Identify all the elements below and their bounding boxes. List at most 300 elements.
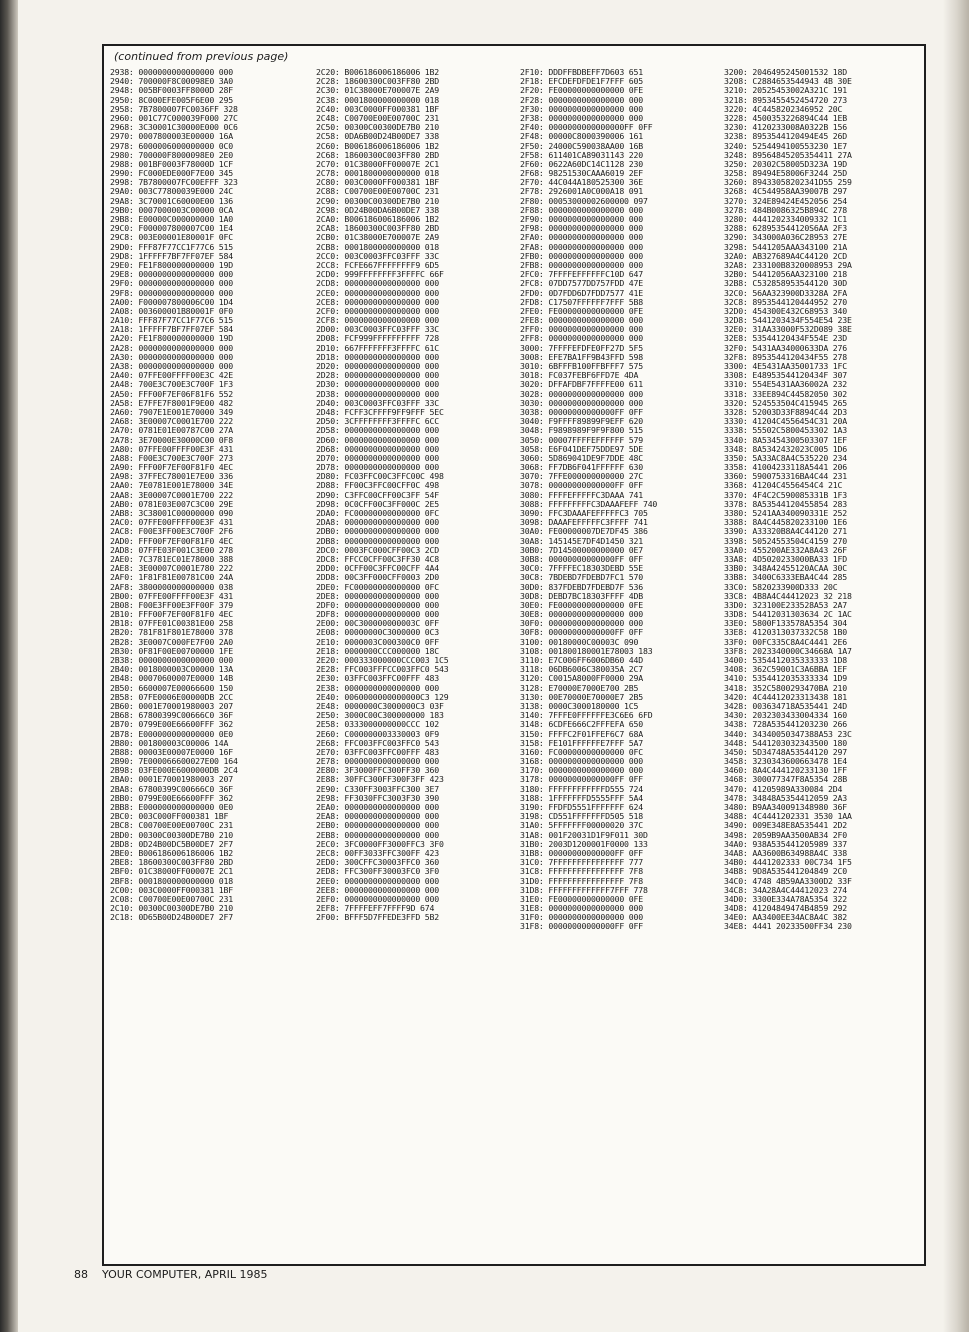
hex-line: 31F0: 0000000000000000 000 [520, 912, 643, 923]
hex-line: 2B08: F00E3FF00E3FF00F 379 [110, 599, 233, 610]
hex-column-3 [520, 68, 657, 932]
hex-line: 2F38: 0000000000000000 000 [520, 112, 643, 123]
hex-line: 33F8: 2023340000C34668A 1A7 [724, 645, 852, 656]
hex-line: 2C10: 00300C00300DE7B0 210 [110, 903, 233, 914]
hex-line: 2A68: 3E00007C0001E700 222 [110, 416, 233, 427]
hex-line: 3158: FE101FFFFFFE7FFF 5A7 [520, 737, 643, 748]
hex-line: 2AC8: F00E3FF00E3C700F 2F6 [110, 526, 233, 537]
hex-line: 3350: 5A33AC8A4C535220 234 [724, 452, 847, 463]
hex-line: 3148: 6CDFE666C2FFFEFA 650 [520, 719, 643, 730]
hex-line: 2F00: BFFF5D7FFEDE3FFD 5B2 [316, 912, 439, 923]
hex-line: 2E00: 00C300000000003C 0FF [316, 618, 439, 629]
hex-line: 2D30: 0000000000000000 000 [316, 379, 439, 390]
hex-line: 2B68: 67800399C00666C0 36F [110, 710, 233, 721]
hex-line: 33C8: 4B8A4C44412023 32 218 [724, 590, 852, 601]
hex-line: 3388: 8A4C445820233100 1E6 [724, 517, 847, 528]
hex-line: 2D70: 0000000000000000 000 [316, 452, 439, 463]
hex-line: 2BD8: 0D24B00DC5B00DE7 2F7 [110, 838, 233, 849]
hex-line: 2990: FC000EDE000F7E00 345 [110, 168, 233, 179]
hex-line: 34D0: 3300E334A78A5354 322 [724, 893, 847, 904]
hex-line: 2B38: 0000000000000000 000 [110, 655, 233, 665]
hex-line: 2A80: 07FFE00FFFF00E3F 431 [110, 443, 233, 454]
hex-line: 2BA8: 67800399C00666C0 36F [110, 783, 233, 794]
hex-line: 2D60: 0000000000000000 000 [316, 434, 439, 445]
hex-line: 2E48: 0000000C3000000C3 03F [316, 700, 444, 711]
hex-line: 3370: 4F4C2C590085331B 1F3 [724, 489, 847, 500]
hex-line: 2CC0: 003C0003FFC03FFF 33C [316, 250, 439, 261]
hex-line: 2D78: 0000000000000000 000 [316, 462, 439, 473]
hex-line: 2970: 0007800003E00000 16A [110, 131, 233, 142]
hex-line: 2DF8: 0000000000000000 000 [316, 609, 439, 620]
hex-line: 31C8: FFFFFFFFFFFFFFFF 7F8 [520, 866, 643, 877]
hex-line: 32C8: 8953544120444952 270 [724, 296, 847, 307]
hex-line: 2ED0: 300CFFC30003FFC0 360 [316, 857, 439, 868]
hex-line: 2A00: F000007800006C00 1D4 [110, 296, 233, 307]
hex-line: 2A08: 003600001B80001F 0F0 [110, 305, 233, 316]
hex-line: 2978: 6000006000000000 0C0 [110, 140, 233, 151]
hex-line: 2DA8: 0000000000000000 000 [316, 517, 439, 528]
hex-line: 2E70: 03FFC003FFC00FFF 483 [316, 746, 439, 757]
hex-line: 2DA0: FC00000000000000 0FC [316, 508, 439, 518]
hex-line: 2D50: 3CFFFFFFFF3FFFFC 6CC [316, 416, 439, 427]
hex-line: 3378: 8A53544120455854 283 [724, 498, 847, 509]
hex-line: 3338: 55502C5800453302 1A3 [724, 425, 847, 436]
hex-line: 3408: 362C59001C3A6BBA 1EF [724, 664, 847, 675]
hex-line: 3150: FFFFC2F01FFEF6C7 68A [520, 728, 643, 739]
hex-line: 3058: E6F041DEF75DDE97 5DE [520, 443, 643, 454]
hex-line: 2E18: 0000000CCC000000 18C [316, 645, 439, 656]
hex-line: 3320: 524553504C415945 265 [724, 397, 847, 408]
hex-line: 3220: 4C4458202346952 20C [724, 103, 843, 114]
hex-line: 2AF0: 1F81F81E00781C00 24A [110, 572, 233, 583]
hex-line: 31E0: FE00000000000000 0FE [520, 893, 643, 904]
hex-line: 2D20: 0000000000000000 000 [316, 361, 439, 371]
hex-line: 30F0: 0000000000000000 000 [520, 618, 643, 629]
publication-line: YOUR COMPUTER, APRIL 1985 [102, 1268, 268, 1281]
hex-line: 2FA8: 0000000000000000 000 [520, 241, 643, 252]
hex-line: 2FC0: 7FFFFEFFFFFFC10D 647 [520, 269, 643, 280]
hex-line: 32C0: 56AA323900D3328A 2FA [724, 287, 847, 298]
hex-line: 3360: 5900753316BA4C44 231 [724, 471, 847, 482]
hex-line: 32B8: C532858953544120 30D [724, 278, 847, 289]
hex-line: 33D8: 54412031303634 2C 1AC [724, 609, 852, 620]
hex-line: 3410: 5354412035333334 1D9 [724, 673, 847, 684]
hex-line: 2C88: C00700E00E00700C 231 [316, 186, 439, 197]
hex-line: 2ED8: FFC300FF30003FC0 3F0 [316, 866, 439, 877]
hex-line: 2E50: 3000C00C300000000 183 [316, 710, 444, 721]
hex-line: 31F8: 00000000000000FF 0FF [520, 921, 643, 932]
hex-line: 2D08: FCF999FFFFFFFFFF 728 [316, 333, 439, 344]
hex-line: 3010: 6BFFFB100FFBFFF7 575 [520, 361, 643, 371]
hex-line: 34E0: AA3400EE34AC8A4C 382 [724, 912, 847, 923]
hex-line: 2E58: 0333000000000CCC 102 [316, 719, 439, 730]
hex-line: 2DD8: 00C3FF000CFF0003 2D0 [316, 572, 439, 583]
hex-line: 3250: 20302C58005D323A 19D [724, 158, 847, 169]
hex-line: 3040: F9FFFF89899F9EFF 620 [520, 416, 643, 427]
hex-line: 3268: 4C544958AA39007B 297 [724, 186, 847, 197]
hex-column-4 [724, 68, 852, 932]
hex-line: 29D8: 1FFFFF7BF7FF07EF 584 [110, 250, 233, 261]
hex-line: 3048: F9898989F9F9F800 515 [520, 425, 643, 436]
hex-line: 30A8: 145145E7DF4D1450 321 [520, 535, 643, 546]
hex-line: 30B8: 00000000000000FF 0FF [520, 553, 643, 564]
hex-line: 2F68: 98251530CAAA6019 2EF [520, 168, 643, 179]
hex-line: 3278: 484B0086325B894C 278 [724, 204, 847, 215]
hex-line: 33B0: 348A42455120ACAA 30C [724, 563, 847, 574]
hex-line: 34C0: 4748 4B59AA3300D2 33F [724, 875, 852, 886]
hex-line: 2DC0: 0003FC000CFF00C3 2CD [316, 544, 439, 555]
hex-column-2 [316, 68, 448, 922]
hex-line: 3380: 5241AA340090331E 252 [724, 508, 847, 518]
hex-line: 2DF0: 0000000000000000 000 [316, 599, 439, 610]
hex-line: 2C28: 18600300C003FF80 2BD [316, 76, 439, 87]
hex-line: 2A58: E7FFE7F8001F9E00 482 [110, 397, 233, 408]
hex-line: 3428: 003634718A535441 24D [724, 700, 847, 711]
hex-line: 3438: 728A535441203230 266 [724, 719, 847, 730]
hex-line: 3440: 34340050347388A53 23C [724, 728, 852, 739]
hex-line: 2EE0: 0000000000000000 000 [316, 875, 439, 886]
hex-line: 2960: 001C77C000039F000 27C [110, 112, 238, 123]
hex-line: 2E80: 3F3000FFC300FF30 360 [316, 765, 439, 776]
hex-line: 3300: 4E5431AA35001733 1FC [724, 361, 847, 371]
hex-line: 2D68: 0000000000000000 000 [316, 443, 439, 454]
hex-line: 3128: E70000E7000E700 2B5 [520, 682, 639, 693]
hex-line: 2B00: 07FFE00FFFF00E3F 431 [110, 590, 233, 601]
hex-line: 2B10: FFF00F7EF00F81F0 4EC [110, 609, 233, 620]
hex-line: 3000: 7FFFFEFDFE0FF27D 5F5 [520, 342, 643, 353]
page-edge [943, 0, 969, 1332]
hex-line: 2BB0: 0799E00E66600FFF 362 [110, 792, 233, 803]
hex-line: 2CC8: FCFE667FFFFFFFF9 6D5 [316, 259, 439, 270]
hex-line: 2EA8: 0000000000000000 000 [316, 811, 439, 822]
hex-line: 2C50: 00300C00300DE7B0 210 [316, 122, 439, 133]
hex-line: 3488: 4C4441202331 3530 1AA [724, 811, 852, 822]
hex-line: 2CF8: 0000000000000000 000 [316, 315, 439, 326]
hex-line: 33D0: 323100E233528A53 2A7 [724, 599, 847, 610]
hex-line: 3398: 50524553504C4159 270 [724, 535, 847, 546]
hex-line: 2C18: 0D65B00D24B00DE7 2F7 [110, 912, 233, 923]
hex-line: 3420: 4C44412023313438 181 [724, 691, 847, 702]
hex-line: 2A98: 37FFEC78001E7E00 336 [110, 471, 233, 482]
hex-line: 3448: 5441203032343500 180 [724, 737, 847, 748]
hex-line: 2AB8: 3C38001C00000000 090 [110, 508, 233, 518]
hex-line: 3088: FFFFFFFFFC3DAAAFEFF 740 [520, 498, 658, 509]
hex-line: 3030: 0000000000000000 000 [520, 397, 643, 408]
hex-line: 2AE0: 7C3781EC01E78000 388 [110, 553, 233, 564]
hex-line: 3348: 8A5342432023C005 1D6 [724, 443, 847, 454]
hex-line: 2C98: 0D24B00DA6B00DE7 338 [316, 204, 439, 215]
hex-line: 31E8: 0000000000000000 000 [520, 903, 643, 914]
hex-line: 2F28: 0000000000000000 000 [520, 94, 643, 105]
hex-line: 30E8: 0000000000000000 000 [520, 609, 643, 620]
hex-line: 29E8: 0000000000000000 000 [110, 269, 233, 280]
hex-line: 3430: 2032303433004334 160 [724, 710, 847, 721]
hex-line: 33C0: 5820233900D333 20C [724, 581, 838, 592]
hex-line: 2B40: 0018000003C00000 13A [110, 664, 233, 675]
hex-line: 2EF0: 0000000000000000 000 [316, 893, 439, 904]
hex-line: 3288: 628953544120S6AA 2F3 [724, 223, 847, 234]
hex-line: 2998: 7B7800007FC00EFFF 323 [110, 177, 238, 188]
hex-line: 2FF8: 0000000000000000 000 [520, 333, 643, 344]
hex-line: 2AC0: 07FFE00FFFF00E3F 431 [110, 517, 233, 528]
hex-line: 2C78: 0001800000000000 018 [316, 168, 439, 179]
hex-line: 2D48: FCFF3CFFFF9FF9FFF 5EC [316, 406, 444, 417]
hex-line: 2B98: 03FE000E6000000DB 2C4 [110, 765, 238, 776]
hex-line: 2E78: 0000000000000000 000 [316, 756, 439, 767]
hex-line: 2C30: 01C38000E700007E 2A9 [316, 85, 439, 96]
hex-line: 30C8: 7BDEBD7FDEBD7FC1 570 [520, 572, 643, 583]
hex-line: 2A40: 07FFE00FFFF00E3C 42E [110, 370, 233, 381]
hex-line: 3188: 1FFFFFFFD5555FFF 5A4 [520, 792, 643, 803]
page-number: 88 [74, 1268, 88, 1281]
hex-line: 2F80: 00053000002600000 097 [520, 195, 648, 206]
hex-line: 2EB0: 0000000000000000 000 [316, 820, 439, 831]
hex-line: 2C48: C00700E00E00700C 231 [316, 112, 439, 123]
hex-line: 3258: 89494E58006F3244 25D [724, 168, 847, 179]
hex-line: 2A48: 700E3C700E3C700F 1F3 [110, 379, 233, 390]
hex-line: 2C90: 00300C00300DE7B0 210 [316, 195, 439, 206]
hex-line: 2EA0: 0000000000000000 000 [316, 802, 439, 812]
hex-line: 30E0: FE00000000000000 0FE [520, 599, 643, 610]
hex-line: 3478: 34848A5354412059 2A3 [724, 792, 847, 803]
hex-line: 2BB8: E000000000000000 0E0 [110, 802, 233, 812]
hex-line: 3218: 8953455452454720 273 [724, 94, 847, 105]
hex-line: 3458: 3230343600663478 1E4 [724, 756, 847, 767]
hex-line: 2950: 8C000EFE005F6E00 295 [110, 94, 233, 105]
hex-line: 2958: 7B7800007FC0036FF 328 [110, 103, 238, 114]
hex-line: 2C70: 01C38000FF00007E 2C1 [316, 158, 439, 169]
hex-line: 2F78: 2926001A0C000A18 091 [520, 186, 643, 197]
hex-line: 29C8: 003E00001E80001F 0FC [110, 232, 233, 243]
hex-line: 31B8: 00000000000000FF 0FF [520, 847, 643, 858]
hex-line: 2F70: 44C044A180525300 36E [520, 177, 643, 188]
hex-line: 3108: 001800180001E78003 183 [520, 645, 653, 656]
hex-line: 2E30: 03FFC003FFC00FFF 483 [316, 673, 439, 684]
hex-line: 3178: 00000000000000FF 0FF [520, 774, 643, 785]
hex-line: 2C20: B006186006186006 1B2 [316, 67, 439, 77]
hex-line: 3368: 41204C4556454C4 21C [724, 480, 843, 491]
hex-line: 3180: FFFFFFFFFFFFD555 724 [520, 783, 643, 794]
hex-line: 3470: 41205989A330084 2D4 [724, 783, 843, 794]
hex-line: 3248: 89564845205354411 27A [724, 149, 852, 160]
hex-line: 2E60: C000000003330003 0F9 [316, 728, 439, 739]
hex-line: 3230: 4120233008A0322B 156 [724, 122, 847, 133]
hex-line: 2B60: 0001E70001980003 207 [110, 700, 233, 711]
hex-line: 3018: FC037FEBF6FFD7E 4DA [520, 370, 639, 381]
hex-line: 2AD0: FFF00F7EF00F81F0 4EC [110, 535, 233, 546]
hex-line: 2D98: 0C0CFF00C3FF000C 2E5 [316, 498, 439, 509]
hex-line: 2988: 001BF0003F78000D 1CF [110, 158, 233, 169]
hex-line: 2FD8: C17507FFFFFF7FFF 5B8 [520, 296, 643, 307]
hex-line: 3270: 324E89424E452056 254 [724, 195, 847, 206]
hex-line: 29A0: 003C77800039E000 24C [110, 186, 233, 197]
hex-line: 2CE0: 0000000000000000 000 [316, 287, 439, 298]
hex-line: 2FB8: 0000000000000000 000 [520, 259, 643, 270]
hex-line: 3228: 4500353226894C44 1EB [724, 112, 847, 123]
hex-line: 3130: 00E70000E70000E7 2B5 [520, 691, 643, 702]
hex-line: 2FE8: 0000000000000000 000 [520, 315, 643, 326]
hex-line: 2A70: 0781E01E00787C00 27A [110, 425, 233, 436]
hex-line: 2CA8: 18600300C003FF80 2BD [316, 223, 439, 234]
hex-line: 3330: 41204C4556454C31 20A [724, 416, 847, 427]
hex-line: 32D8: 5441203434F554E54 23E [724, 315, 852, 326]
hex-line: 3210: 20525453002A321C 191 [724, 85, 847, 96]
hex-line: 2BC0: 003C000FF000381 1BF [110, 811, 229, 822]
hex-line: 2EB8: 0000000000000000 000 [316, 829, 439, 840]
hex-line: 3138: 0000C3000180000 1C5 [520, 700, 639, 711]
hex-line: 3290: 343000A036C28953 27E [724, 232, 847, 243]
hex-line: 2B80: 001800003C00006 14A [110, 737, 229, 748]
hex-line: 31D8: FFFFFFFFFFFFF7FFF 778 [520, 884, 648, 895]
hex-line: 2A10: FFF87F77CC1F77C6 515 [110, 315, 233, 326]
hex-line: 3310: 554E5431AA36002A 232 [724, 379, 847, 390]
hex-line: 29B8: E00000C000000000 1A0 [110, 214, 233, 224]
binding-gutter [0, 0, 18, 1332]
hex-line: 3318: 33EE894C44582050 302 [724, 388, 847, 399]
hex-line: 2E20: 000333000000CCC003 1C5 [316, 655, 449, 665]
hex-line: 3100: 00180000C00003C 090 [520, 636, 639, 647]
hex-line: 2A50: FFF00F7EF06F81F6 552 [110, 388, 233, 399]
hex-line: 2E40: 0060000000000000C3 129 [316, 691, 449, 702]
hex-line: 3008: EFE7BA1FF9B43FFD 598 [520, 351, 643, 362]
hex-line: 2FB0: 0000000000000000 000 [520, 250, 643, 261]
listing-panel [102, 44, 926, 1266]
hex-line: 3098: DAAAFEFFFFFC3FFFF 741 [520, 517, 648, 528]
hex-column-1 [110, 68, 238, 922]
hex-line: 2CD0: 999FFFFFFFF3FFFFC 66F [316, 269, 444, 280]
hex-line: 2BE8: 18600300C003FF80 2BD [110, 857, 233, 868]
hex-line: 2F90: 0000000000000000 000 [520, 214, 643, 224]
hex-line: 2D40: 003C0003FFC03FFF 33C [316, 397, 439, 408]
hex-line: 2AA8: 3E00007C0001E700 222 [110, 489, 233, 500]
hex-line: 31A0: 5FFFFFFF00000020 37C [520, 820, 643, 831]
hex-line: 2CB0: 01C38000E700007E 2A9 [316, 232, 439, 243]
hex-line: 30F8: 00000000000000FF 0FF [520, 627, 643, 638]
hex-line: 3140: 7FFFE0FFFFFFE3C6E6 6FD [520, 710, 653, 721]
hex-line: 2EC8: 00FF3033FFC300FF 423 [316, 847, 439, 858]
hex-line: 3020: DFFAFDBF7FFFFE00 611 [520, 379, 643, 390]
hex-line: 2DB0: 0000000000000000 000 [316, 526, 439, 537]
hex-line: 2A38: 0000000000000000 000 [110, 361, 233, 371]
hex-line: 32A8: 233100B8320008953 29A [724, 259, 852, 270]
hex-line: 2DB8: 0000000000000000 000 [316, 535, 439, 546]
hex-line: 2F18: EFCDEFDFDE1F7FFF 605 [520, 76, 643, 87]
hex-line: 29F8: 0000000000000000 000 [110, 287, 233, 298]
hex-line: 3050: 00007FFFFEFFFFFF 579 [520, 434, 643, 445]
hex-line: 2CB8: 0001800000000000 018 [316, 241, 439, 252]
hex-line: 2B20: 781F81F801E78000 378 [110, 627, 233, 638]
hex-line: 2BE0: B006186006186006 1B2 [110, 847, 233, 858]
hex-line: 2F30: 0000000000000000 000 [520, 103, 643, 114]
hex-line: 3168: 0000000000000000 000 [520, 756, 643, 767]
hex-line: 2D90: C3FFC00CFF00C3FF 54F [316, 489, 439, 500]
hex-line: 3240: 5254494100553230 1E7 [724, 140, 847, 151]
hex-line: 2948: 005BF0003FF8000D 28F [110, 85, 233, 96]
hex-line: 3190: FFDFD5551FFFFFFF 624 [520, 802, 643, 812]
hex-line: 3078: 00000000000000FF 0FF [520, 480, 643, 491]
hex-line: 2938: 0000000000000000 000 [110, 67, 233, 77]
hex-dump-columns [108, 68, 920, 1258]
hex-line: 3358: 41004233118A5441 206 [724, 462, 847, 473]
hex-line: 2B70: 0799E00E66600FFF 362 [110, 719, 233, 730]
hex-line: 2A30: 0000000000000000 000 [110, 351, 233, 362]
hex-line: 32F8: 8953544120434F55 278 [724, 351, 847, 362]
hex-line: 2980: 700000F8000098E0 2E0 [110, 149, 233, 160]
hex-line: 2FF0: 0000000000000000 000 [520, 324, 643, 335]
hex-line: 3060: 5D869041DE9F7DDE 48C [520, 452, 643, 463]
hex-line: 2A28: 0000000000000000 000 [110, 342, 233, 353]
hex-line: 29C0: F000007800007C00 1E4 [110, 223, 233, 234]
hex-line: 2BF8: 0001800000000000 018 [110, 875, 233, 886]
hex-line: 2C68: 18600300C003FF80 2BD [316, 149, 439, 160]
hex-line: 3498: 2059B9AA3500AB34 2F0 [724, 829, 847, 840]
hex-line: 31B0: 2003D1200001F0000 133 [520, 838, 648, 849]
hex-line: 32D0: 454300E432C68953 340 [724, 305, 847, 316]
hex-line: 2DE8: 0000000000000000 000 [316, 590, 439, 601]
hex-line: 2DE0: FC00000000000000 0FC [316, 581, 439, 592]
hex-line: 30D0: 837FDEBD7FDEBD7F 536 [520, 581, 643, 592]
hex-line: 30A0: FE00000007DE7DF45 386 [520, 526, 648, 537]
hex-line: 2F40: 0000000000000000FF 0FF [520, 122, 653, 133]
hex-line: 34D8: 41204849474B4859 292 [724, 903, 847, 914]
hex-line: 3198: CD551FFFFFFFD505 518 [520, 811, 643, 822]
page-footer [74, 1268, 267, 1281]
hex-line: 2C08: C00700E00E00700C 231 [110, 893, 233, 904]
hex-line: 2AB0: 0781E03E007C3C00 29E [110, 498, 233, 509]
hex-line: 2B88: 00003E00007E0000 16F [110, 746, 233, 757]
hex-line: 3038: 00000000000000FF 0FF [520, 406, 643, 417]
hex-line: 2CA0: B006186006186006 1B2 [316, 214, 439, 224]
hex-line: 2940: 700000F8C00098E0 3A0 [110, 76, 233, 87]
hex-line: 2DC8: FFCC0CFF00C3FF30 4C8 [316, 553, 439, 564]
hex-line: 2AA0: 7E0781E001E78000 34E [110, 480, 233, 491]
hex-line: 29F0: 0000000000000000 000 [110, 278, 233, 289]
hex-line: 2B58: 07FE0006E00000DB 2CC [110, 691, 233, 702]
hex-line: 2B48: 00070600007E0000 14B [110, 673, 233, 684]
hex-line: 3118: 06DB6006C380035A 2C7 [520, 664, 643, 675]
hex-line: 3120: C0015A8000FF0000 29A [520, 673, 643, 684]
hex-line: 2E08: 00000000C3000000 0C3 [316, 627, 439, 638]
hex-line: 2E10: 0000003C000300C0 0FF [316, 636, 439, 647]
hex-line: 2E90: C330FF3003FFC300 3E7 [316, 783, 439, 794]
hex-line: 31C0: 7FFFFFFFFFFFFFFF 777 [520, 857, 643, 868]
hex-line: 2A60: 7907E1E001E70000 349 [110, 406, 233, 417]
hex-line: 2B90: 7E000066600027E00 164 [110, 756, 238, 767]
hex-line: 2A78: 3E70000E30000C00 0F8 [110, 434, 233, 445]
continued-label: (continued from previous page) [114, 50, 289, 63]
hex-line: 2A90: FFF00F7EF00F81F0 4EC [110, 462, 233, 473]
hex-line: 29A8: 3C70001C60000E00 136 [110, 195, 233, 206]
hex-line: 32E0: 31AA33000F532D089 38E [724, 324, 852, 335]
hex-line: 2D38: 0000000000000000 000 [316, 388, 439, 399]
hex-line: 30D8: DEBD7BC18303FFFF 4DB [520, 590, 643, 601]
hex-line: 2F20: FE00000000000000 0FE [520, 85, 643, 96]
hex-line: 2F10: DDDFFBDBEFF7D603 651 [520, 67, 643, 77]
hex-line: 2FC8: 07DD7577DD757FDD 47E [520, 278, 643, 289]
hex-line: 2F58: 611401CA89031143 220 [520, 149, 643, 160]
hex-line: 2C60: B006186006186006 1B2 [316, 140, 439, 151]
hex-line: 2F60: 0622A60DC14C1128 230 [520, 158, 643, 169]
hex-line: 2FD0: 0D7FDD6D7FDD7577 41E [520, 287, 643, 298]
hex-line: 3390: A33320B8A4C44120 271 [724, 526, 847, 537]
hex-line: 3200: 2046495245001532 18D [724, 67, 847, 77]
hex-line: 2C80: 003C0000FF000381 1BF [316, 177, 439, 188]
hex-line: 2E38: 0000000000000000 000 [316, 682, 439, 693]
hex-line: 29E0: FE1F800000000000 19D [110, 259, 233, 270]
hex-line: 3308: E48953544120434F 307 [724, 370, 847, 381]
hex-line: 3208: C2884653544943 4B 30E [724, 76, 852, 87]
hex-line: 31D0: FFFFFFFFFFFFFFFF 7F8 [520, 875, 643, 886]
